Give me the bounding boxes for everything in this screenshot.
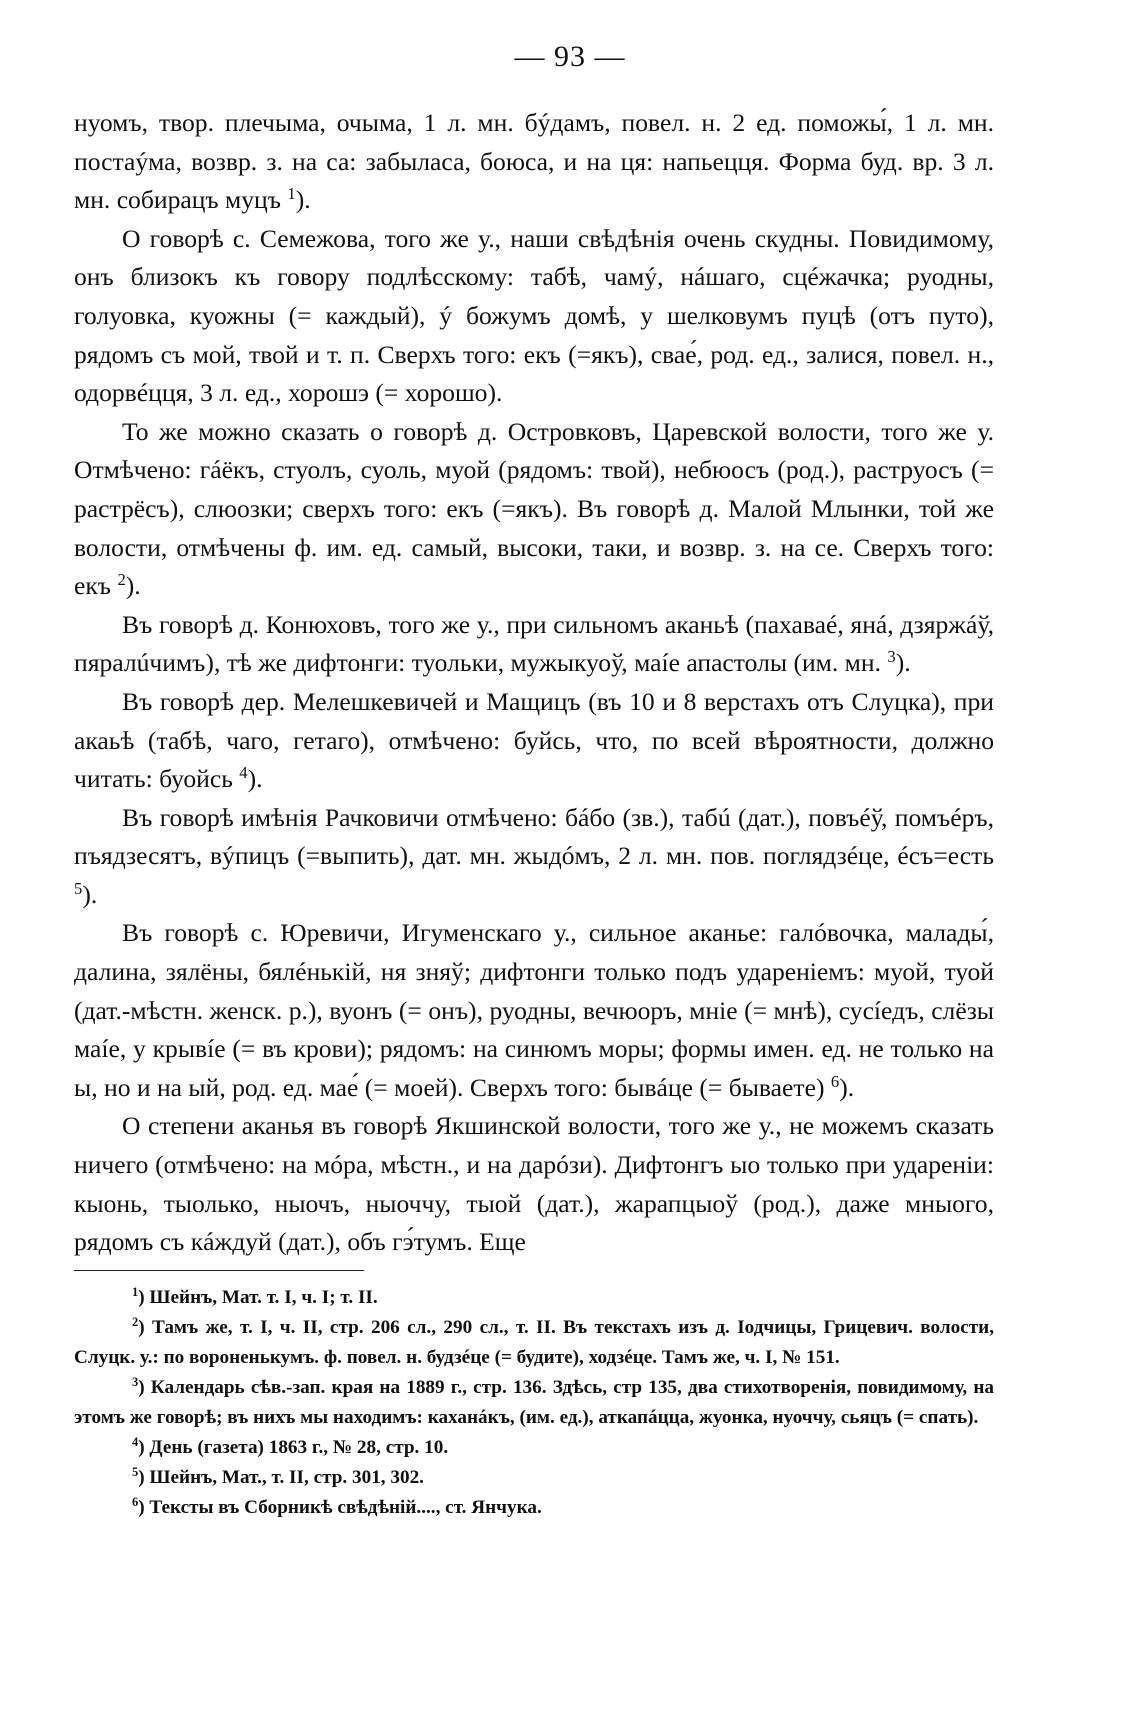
paragraph-text: О говорѣ с. Семежова, того же у., наши свѣдѣнія очень скудны. Повидимому, онъ близокъ къ говору подлѣсскому: табѣ, чамý, нáшаго, сцéжачка; руодны, голуовка, куожны (= каждый), ý божумъ домѣ, у шелковумъ пуцѣ (отъ путо), рядомъ съ мой, твой и т. п. Сверхъ того: екъ (=якъ), свае́, род. ед., залися, повел. н., одорвéцця, 3 л. ед., хорошэ (= хорошо).: [74, 223, 994, 408]
footnote-text: ) День (газета) 1863 г., № 28, стр. 10.: [138, 1437, 449, 1458]
footnote-ref[interactable]: 2: [117, 569, 126, 589]
paragraph-end: ).: [125, 571, 141, 601]
footnote-ref[interactable]: 1: [287, 184, 296, 204]
footnote: [74, 1433, 994, 1463]
paragraph-text: Въ говорѣ имѣнія Рачковичи отмѣчено: бáбо (зв.), табú (дат.), повъéў, помъéръ, пъядзесятъ, вýпицъ (=выпить), дат. мн. жыдóмъ, 2 л. мн. пов. поглядзéце, éсъ=есть: [74, 802, 994, 871]
footnote-ref[interactable]: 3: [887, 647, 896, 667]
paragraph: [74, 1107, 994, 1261]
footnote: [74, 1283, 994, 1313]
paragraph-end: ).: [839, 1072, 855, 1102]
paragraph-text: Въ говорѣ д. Конюховъ, того же у., при сильномъ аканьѣ (пахаваé, янá, дзяржáў, пяралúчимъ), тѣ же дифтонги: туольки, мужыкуоў, маíе апастолы (им. мн.: [74, 609, 994, 678]
paragraph: [74, 683, 994, 799]
footnote-number: 4: [132, 1435, 139, 1450]
paragraph-end: ).: [295, 185, 311, 215]
footnote-number: 2: [132, 1315, 139, 1330]
footnote-number: 1: [132, 1285, 139, 1300]
footnote: [74, 1493, 994, 1523]
paragraph: [74, 104, 994, 220]
paragraph-text: нуомъ, твор. плечыма, очыма, 1 л. мн. бýдамъ, повел. н. 2 ед. поможы́, 1 л. мн. постаýма, возвр. з. на са: забыласа, боюса, и на ця: напьецця. Форма буд. вр. 3 л. мн. собирацъ муцъ: [74, 108, 994, 215]
body-text: [74, 104, 994, 1262]
footnote-text: ) Шейнъ, Мат. т. I, ч. I; т. II.: [138, 1287, 378, 1308]
footnote-ref[interactable]: 6: [830, 1071, 840, 1091]
paragraph-text: Въ говорѣ дер. Мелешкевичей и Мащицъ (въ 10 и 8 верстахъ отъ Слуцка), при акаьѣ (табѣ, чаго, гетаго), отмѣчено: буйсь, что, по всей вѣроятности, должно читать: буойсь: [74, 686, 994, 794]
footnote-divider: [74, 1270, 364, 1271]
footnote-ref[interactable]: 5: [74, 878, 83, 898]
footnote-text: ) Тамъ же, т. I, ч. II, стр. 206 сл., 290 сл., т. II. Въ текстахъ изъ д. Іодчицы, Грицевич. волости, Слуцк. у.: по вороненькумъ. ф. повел. н. будзéце (= будите), ходзéце. Тамъ же, ч. I, № 151.: [74, 1317, 994, 1368]
footnote-number: 3: [132, 1375, 139, 1390]
footnote: [74, 1373, 994, 1433]
footnote-ref[interactable]: 4: [239, 762, 248, 782]
paragraph-end: ).: [895, 648, 911, 678]
footnote-number: 5: [132, 1465, 139, 1480]
paragraph: [74, 413, 994, 606]
footnote-text: ) Календарь сѣв.-зап. края на 1889 г., стр. 136. Здѣсь, стр 135, два стихотворенія, повидимому, на этомъ же говорѣ; въ нихъ мы находимъ: каханáкъ, (им. ед.), аткапáцца, жуонка, нуоччу, сьяцъ (= спать).: [74, 1377, 994, 1428]
footnote-text: ) Тексты въ Сборникѣ свѣдѣній...., ст. Янчука.: [138, 1497, 542, 1518]
paragraph: [74, 220, 994, 413]
footnote: [74, 1463, 994, 1493]
footnote: [74, 1313, 994, 1373]
paragraph: [74, 799, 994, 915]
paragraph-text: Въ говорѣ с. Юревичи, Игуменскаго у., сильное аканье: галóвочка, малады́, далина, зялёны, бялéнькій, ня зняў; дифтонги только подъ удареніемъ: муой, туой (дат.-мѣстн. женск. р.), вуонъ (= онъ), руодны, вечюоръ, мніе (= мнѣ), сусíедъ, слёзы маíе, у крывíе (= въ крови); рядомъ: на синюмъ моры; формы имен. ед. не только на ы, но и на ый, род. ед. мае́ (= моей). Сверхъ того: бывáце (= бываете): [74, 918, 994, 1102]
footnotes: [74, 1283, 994, 1523]
footnote-text: ) Шейнъ, Мат., т. II, стр. 301, 302.: [138, 1467, 424, 1488]
paragraph-text: То же можно сказать о говорѣ д. Островковъ, Царевской волости, того же у. Отмѣчено: гáёкъ, стуолъ, суоль, муой (рядомъ: твой), небюосъ (род.), раструосъ (= растрёсъ), слюозки; сверхъ того: екъ (=якъ). Въ говорѣ д. Малой Млынки, той же волости, отмѣчены ф. им. ед. самый, высоки, таки, и возвр. з. на се. Сверхъ того: екъ: [74, 416, 994, 601]
paragraph-end: ).: [82, 879, 98, 909]
footnote-number: 6: [132, 1495, 139, 1510]
paragraph: [74, 914, 994, 1107]
page-number: — 93 —: [514, 40, 626, 73]
paragraph-end: ).: [247, 764, 263, 794]
paragraph: [74, 606, 994, 683]
paragraph-text: О степени аканья въ говорѣ Якшинской волости, того же у., не можемъ сказать ничего (отмѣчено: на мóра, мѣстн., и на дарóзи). Дифтонгъ ыо только при удареніи: кыонь, тыолько, ныочъ, ныоччу, тыой (дат.), жарапцыоў (род.), даже мныого, рядомъ съ кáждуй (дат.), объ гэ́тумъ. Еще: [74, 1111, 994, 1257]
